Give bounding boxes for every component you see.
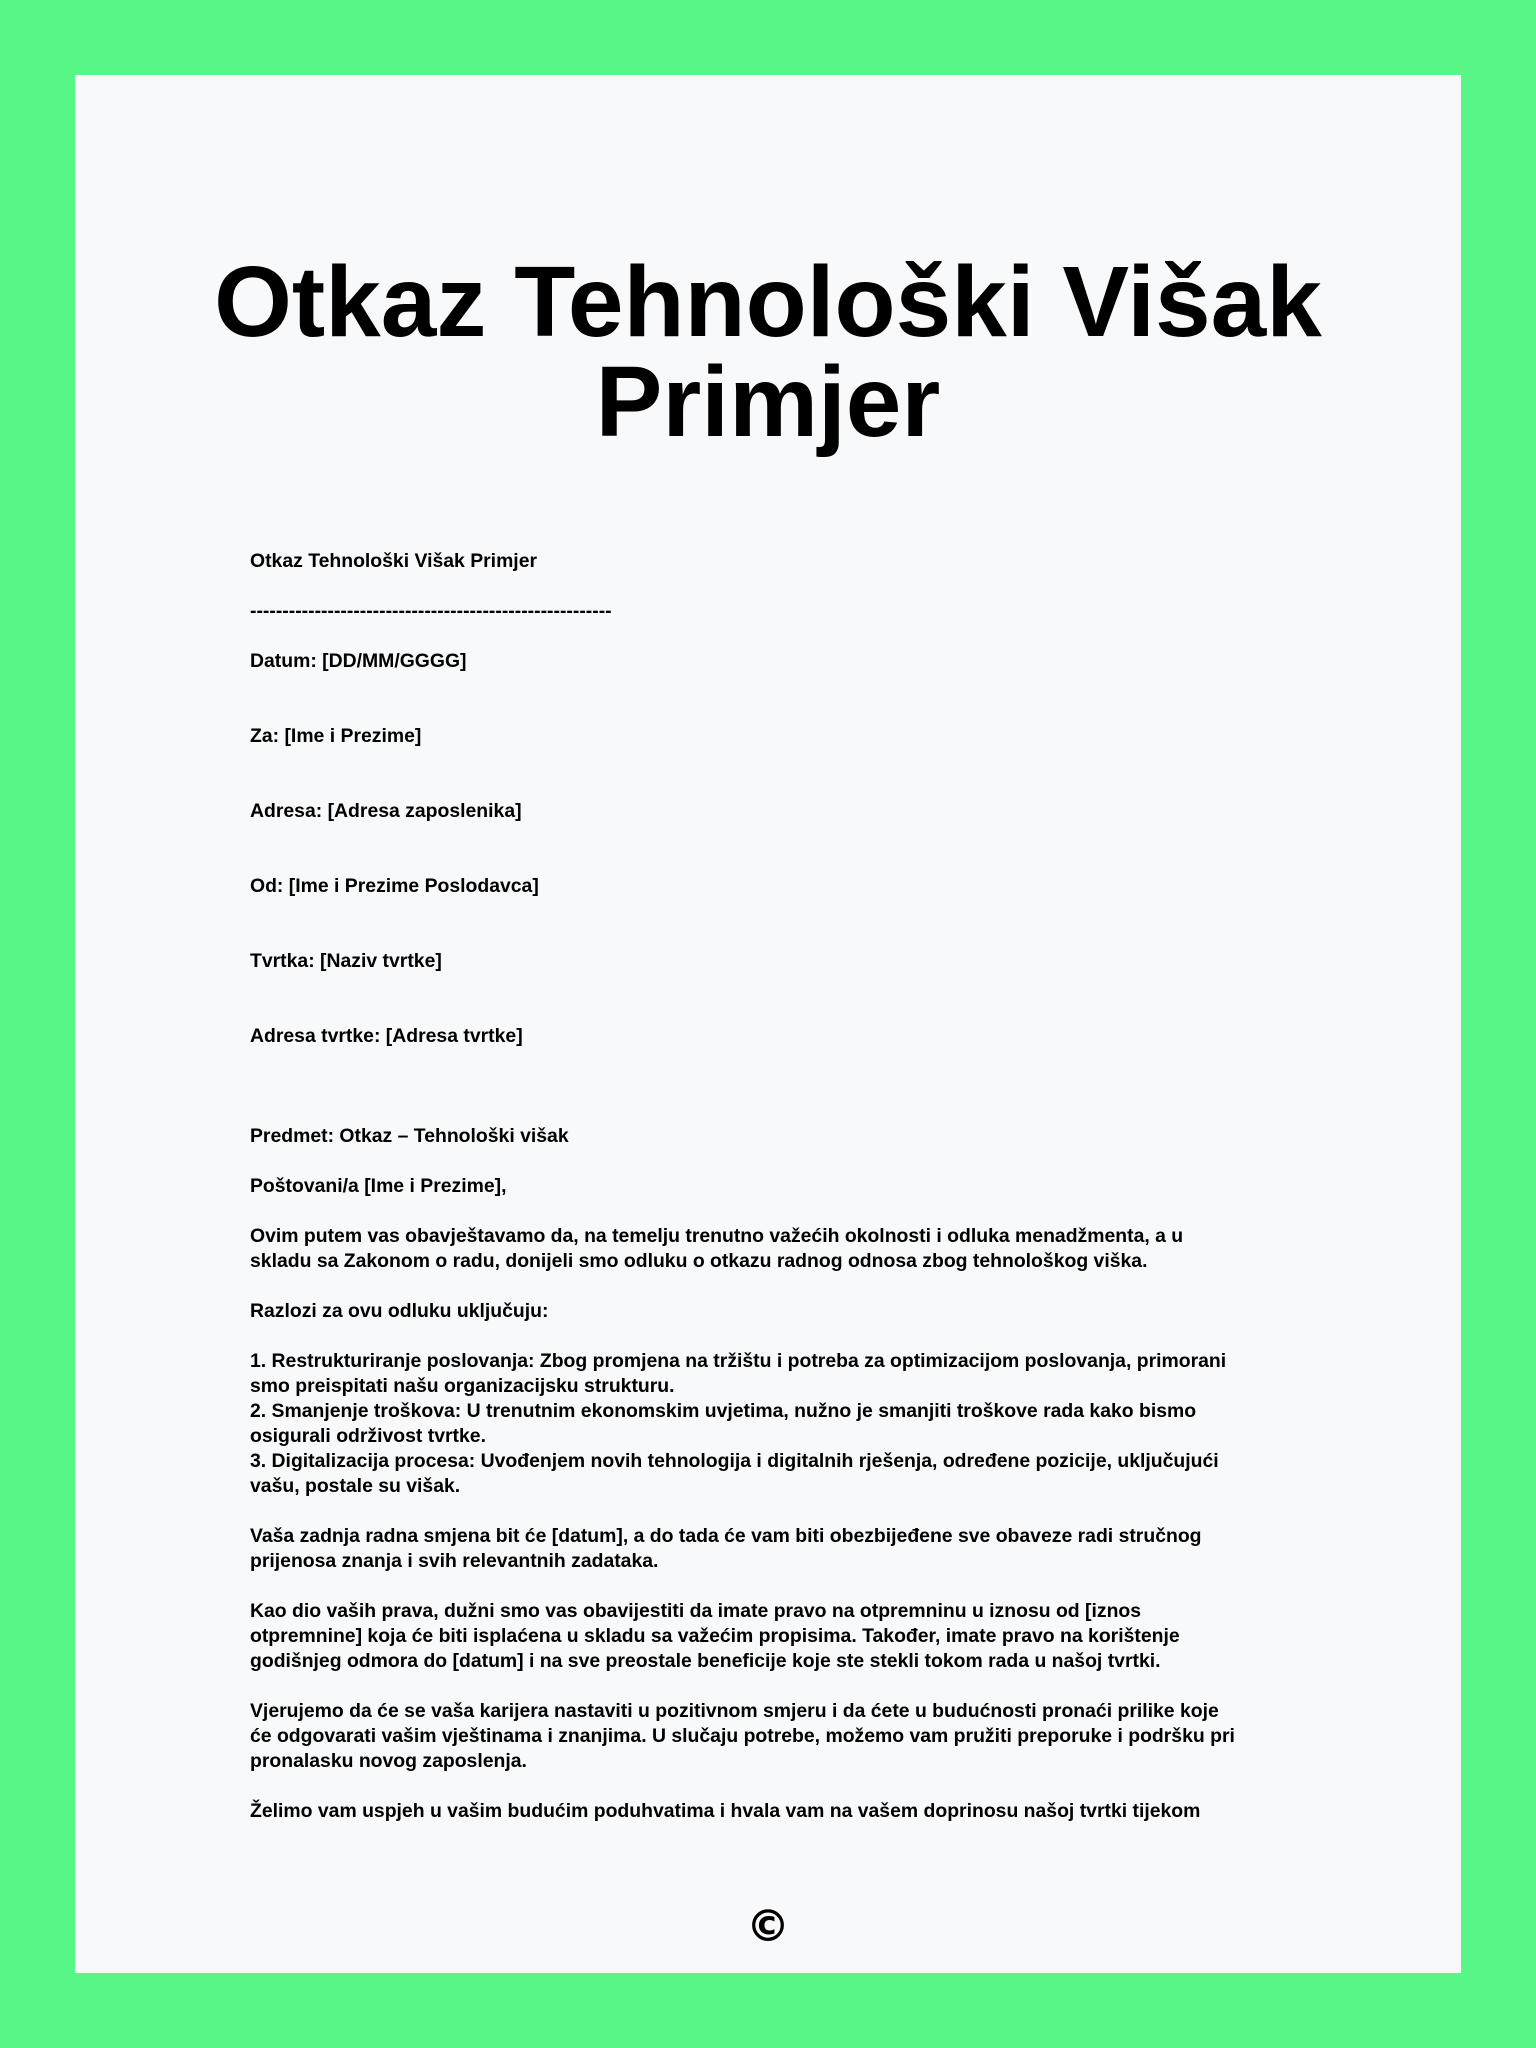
company-field: Tvrtka: [Naziv tvrtke] — [250, 950, 442, 972]
copyright-icon: © — [746, 1901, 790, 1952]
rights-paragraph-line: otpremnine] koja će biti isplaćena u skladu sa važećim propisima. Također, imate pravo na korištenje — [250, 1625, 1180, 1647]
page-title — [0, 246, 1536, 458]
intro-paragraph-line: Ovim putem vas obavještavamo da, na temelju trenutno važećih okolnosti i odluka menadžmenta, a u — [250, 1225, 1184, 1247]
separator-line: -------------------------------------------------------- — [250, 600, 612, 622]
title-line-2: Primjer — [595, 346, 941, 458]
reason-line: 3. Digitalizacija procesa: Uvođenjem novih tehnologija i digitalnih rješenja, određene pozicije, uključujući — [250, 1450, 1219, 1472]
title-line-1: Otkaz Tehnološki Višak — [214, 246, 1322, 358]
company-address-field: Adresa tvrtke: [Adresa tvrtke] — [250, 1025, 523, 1047]
reason-line: smo preispitati našu organizacijsku strukturu. — [250, 1375, 675, 1397]
recipient-field: Za: [Ime i Prezime] — [250, 725, 422, 747]
future-paragraph-line: će odgovarati vašim vještinama i znanjima. U slučaju potrebe, možemo vam pružiti preporuke i podršku pri — [250, 1725, 1235, 1747]
recipient-address-field: Adresa: [Adresa zaposlenika] — [250, 800, 522, 822]
greeting: Poštovani/a [Ime i Prezime], — [250, 1175, 507, 1197]
reason-line: vašu, postale su višak. — [250, 1475, 461, 1497]
future-paragraph-line: pronalasku novog zaposlenja. — [250, 1750, 527, 1772]
reason-line: 1. Restrukturiranje poslovanja: Zbog promjena na tržištu i potreba za optimizacijom poslovanja, primorani — [250, 1350, 1227, 1372]
reason-line: 2. Smanjenje troškova: U trenutnim ekonomskim uvjetima, nužno je smanjiti troškove rada kako bismo — [250, 1400, 1197, 1422]
intro-paragraph-line: skladu sa Zakonom o radu, donijeli smo odluku o otkazu radnog odnosa zbog tehnološkog viška. — [250, 1250, 1148, 1272]
rights-paragraph-line: godišnjeg odmora do [datum] i na sve preostale beneficije koje ste stekli tokom rada u našoj tvrtki. — [250, 1650, 1161, 1672]
sender-field: Od: [Ime i Prezime Poslodavca] — [250, 875, 539, 897]
closing-line: Želimo vam uspjeh u vašim budućim poduhvatima i hvala vam na vašem doprinosu našoj tvrtki tijekom — [250, 1800, 1201, 1822]
reasons-heading: Razlozi za ovu odluku uključuju: — [250, 1300, 549, 1322]
last-shift-paragraph-line: Vaša zadnja radna smjena bit će [datum], a do tada će vam biti obezbijeđene sve obaveze radi stručnog — [250, 1525, 1202, 1547]
date-field: Datum: [DD/MM/GGGG] — [250, 650, 467, 672]
letter-heading: Otkaz Tehnološki Višak Primjer — [250, 550, 538, 572]
reason-line: osigurali održivost tvrtke. — [250, 1425, 486, 1447]
future-paragraph-line: Vjerujemo da će se vaša karijera nastaviti u pozitivnom smjeru i da ćete u budućnosti pronaći prilike koje — [250, 1700, 1219, 1722]
last-shift-paragraph-line: prijenosa znanja i svih relevantnih zadataka. — [250, 1550, 659, 1572]
subject-line: Predmet: Otkaz – Tehnološki višak — [250, 1125, 569, 1147]
letter-body — [250, 549, 1280, 1824]
rights-paragraph-line: Kao dio vaših prava, dužni smo vas obavijestiti da imate pravo na otpremninu u iznosu od [iznos — [250, 1600, 1142, 1622]
